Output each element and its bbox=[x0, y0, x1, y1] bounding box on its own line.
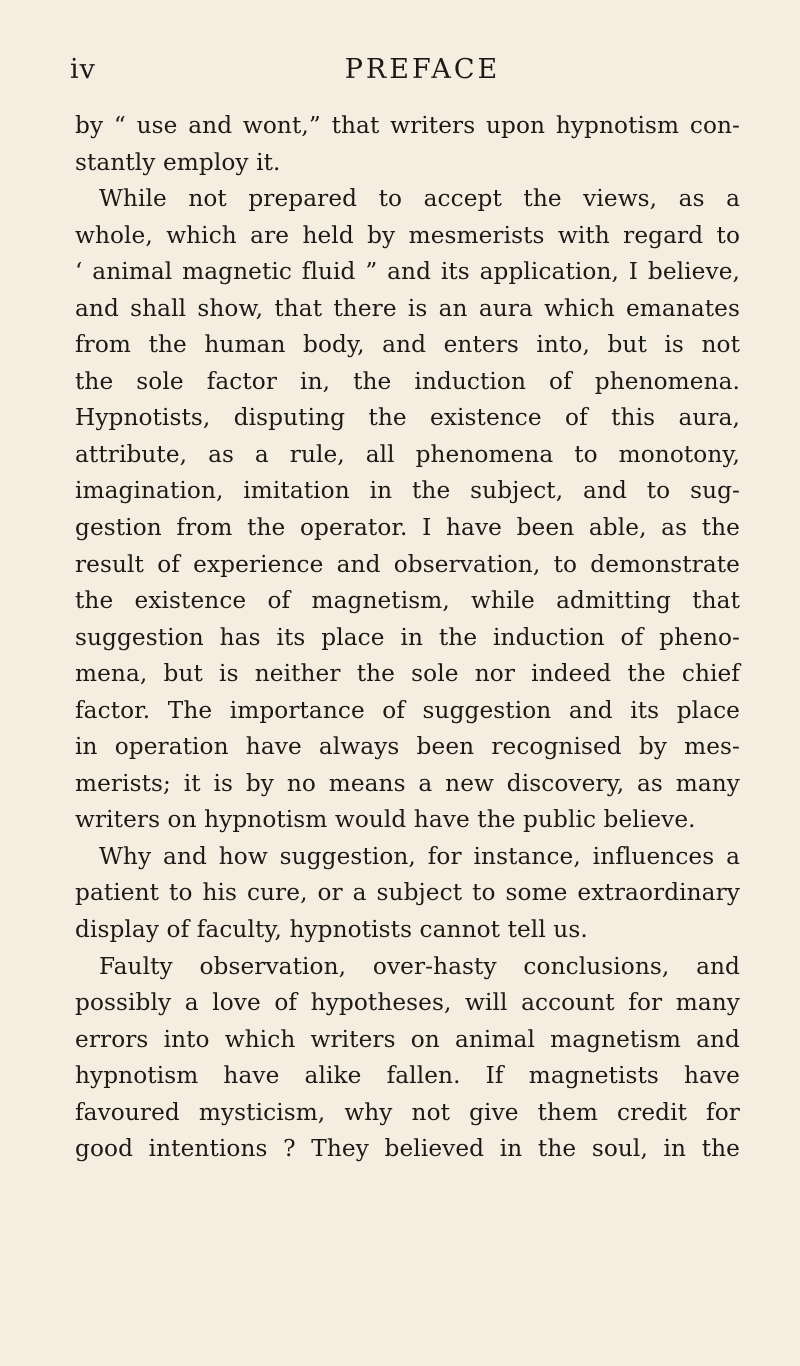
text-line: from the human body, and enters into, but is not bbox=[75, 331, 740, 359]
text-line: patient to his cure, or a subject to some extraordinary bbox=[75, 879, 740, 907]
text-line: mena, but is neither the sole nor indeed the chief bbox=[75, 660, 740, 688]
text-line: result of experience and observation, to demonstrate bbox=[75, 550, 740, 578]
text-line: gestion from the operator. I have been able, as the bbox=[75, 514, 740, 542]
text-line: writers on hypnotism would have the public believe. bbox=[75, 806, 696, 834]
text-line: ‘ animal magnetic fluid ” and its application, I believe, bbox=[75, 258, 740, 286]
text-line: the existence of magnetism, while admitting that bbox=[75, 587, 740, 615]
text-line: Faulty observation, over-hasty conclusions, and bbox=[99, 952, 740, 980]
text-line: imagination, imitation in the subject, and to sug- bbox=[75, 477, 740, 505]
text-line: Why and how suggestion, for instance, influences a bbox=[99, 842, 740, 870]
text-line: and shall show, that there is an aura which emanates bbox=[75, 294, 740, 322]
running-title: PREFACE bbox=[344, 54, 501, 85]
text-line: While not prepared to accept the views, as a bbox=[99, 185, 740, 213]
text-line: errors into which writers on animal magnetism and bbox=[75, 1025, 740, 1053]
text-line: suggestion has its place in the induction of pheno- bbox=[75, 623, 740, 651]
text-line: whole, which are held by mesmerists with regard to bbox=[75, 221, 740, 249]
text-line: by “ use and wont,” that writers upon hypnotism con- bbox=[75, 112, 740, 139]
text-line: Hypnotists, disputing the existence of this aura, bbox=[75, 404, 740, 432]
text-line: favoured mysticism, why not give them credit for bbox=[75, 1098, 740, 1126]
text-line: attribute, as a rule, all phenomena to monotony, bbox=[75, 440, 740, 468]
text-line: in operation have always been recognised by mes- bbox=[75, 733, 740, 761]
text-line: factor. The importance of suggestion and its place bbox=[75, 696, 740, 724]
text-line: merists; it is by no means a new discovery, as many bbox=[75, 769, 740, 797]
text-line: hypnotism have alike fallen. If magnetists have bbox=[75, 1062, 740, 1090]
page-header bbox=[70, 54, 735, 94]
body-text bbox=[75, 108, 740, 1168]
text-line: possibly a love of hypotheses, will account for many bbox=[75, 989, 740, 1017]
text-line: the sole factor in, the induction of phenomena. bbox=[75, 367, 740, 395]
text-line: display of faculty, hypnotists cannot tell us. bbox=[75, 916, 588, 944]
text-line: good intentions ? They believed in the soul, in the bbox=[75, 1135, 740, 1163]
page-number: iv bbox=[70, 54, 96, 85]
text-line: stantly employ it. bbox=[75, 148, 281, 176]
